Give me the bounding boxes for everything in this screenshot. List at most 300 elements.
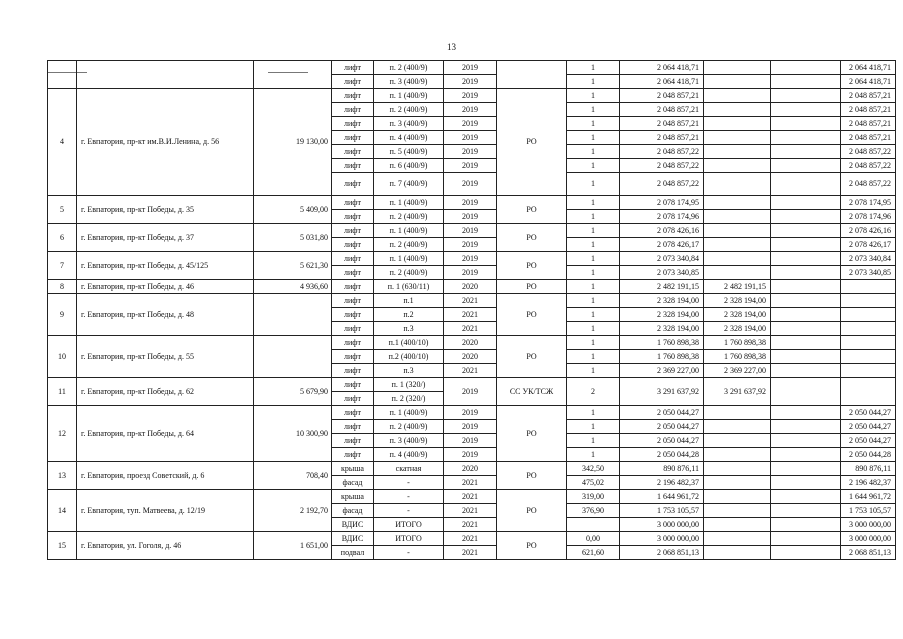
amount-2021-cell <box>771 350 841 364</box>
year-cell: 2021 <box>444 546 497 560</box>
address-cell: г. Евпатория, ул. Гоголя, д. 46 <box>77 532 254 560</box>
row-number-cell: 8 <box>48 280 77 294</box>
year-cell: 2019 <box>444 61 497 75</box>
amount-2020-cell <box>704 61 771 75</box>
amount-2019-cell <box>841 336 896 350</box>
year-cell: 2021 <box>444 308 497 322</box>
quantity-cell: 1 <box>567 210 620 224</box>
work-detail-cell: п. 5 (400/9) <box>374 145 444 159</box>
work-detail-cell: п. 1 (630/11) <box>374 280 444 294</box>
amount-2020-cell <box>704 462 771 476</box>
row-number-cell <box>48 61 77 89</box>
amount-2021-cell <box>771 490 841 504</box>
cost-cell: 2 073 340,84 <box>620 252 704 266</box>
row-number-cell: 10 <box>48 336 77 378</box>
work-type-cell: фасад <box>332 504 374 518</box>
work-type-cell: лифт <box>332 392 374 406</box>
cost-cell: 2 048 857,22 <box>620 145 704 159</box>
amount-2019-cell: 2 048 857,21 <box>841 89 896 103</box>
work-detail-cell: ИТОГО <box>374 532 444 546</box>
year-cell: 2019 <box>444 196 497 210</box>
amount-2020-cell <box>704 196 771 210</box>
amount-2020-cell <box>704 546 771 560</box>
amount-2021-cell <box>771 420 841 434</box>
amount-2021-cell <box>771 364 841 378</box>
cost-cell: 2 328 194,00 <box>620 294 704 308</box>
quantity-cell: 1 <box>567 159 620 173</box>
amount-2019-cell: 3 000 000,00 <box>841 532 896 546</box>
area-cell: 5 679,90 <box>254 378 332 406</box>
work-type-cell: лифт <box>332 238 374 252</box>
amount-2020-cell: 1 760 898,38 <box>704 336 771 350</box>
amount-2019-cell: 2 050 044,27 <box>841 434 896 448</box>
address-cell: г. Евпатория, пр-кт Победы, д. 37 <box>77 224 254 252</box>
amount-2020-cell <box>704 224 771 238</box>
amount-2019-cell: 2 073 340,84 <box>841 252 896 266</box>
quantity-cell: 342,50 <box>567 462 620 476</box>
quantity-cell <box>567 518 620 532</box>
amount-2020-cell: 2 369 227,00 <box>704 364 771 378</box>
row-number-cell: 4 <box>48 89 77 196</box>
year-cell: 2019 <box>444 448 497 462</box>
quantity-cell: 1 <box>567 420 620 434</box>
amount-2021-cell <box>771 173 841 196</box>
amount-2020-cell <box>704 131 771 145</box>
year-cell: 2021 <box>444 490 497 504</box>
work-detail-cell: п. 2 (400/9) <box>374 103 444 117</box>
work-detail-cell: п. 2 (400/9) <box>374 210 444 224</box>
year-cell: 2019 <box>444 103 497 117</box>
row-number-cell: 13 <box>48 462 77 490</box>
address-cell: г. Евпатория, пр-кт Победы, д. 46 <box>77 280 254 294</box>
year-cell: 2019 <box>444 145 497 159</box>
work-type-cell: лифт <box>332 378 374 392</box>
work-type-cell: лифт <box>332 406 374 420</box>
area-cell: 1 651,00 <box>254 532 332 560</box>
work-type-cell: лифт <box>332 350 374 364</box>
amount-2019-cell: 2 078 426,16 <box>841 224 896 238</box>
work-type-cell: лифт <box>332 308 374 322</box>
quantity-cell: 1 <box>567 131 620 145</box>
year-cell: 2019 <box>444 378 497 406</box>
work-type-cell: лифт <box>332 173 374 196</box>
work-type-cell: лифт <box>332 420 374 434</box>
amount-2021-cell <box>771 504 841 518</box>
amount-2019-cell: 2 048 857,21 <box>841 103 896 117</box>
amount-2021-cell <box>771 378 841 406</box>
area-cell: 2 192,70 <box>254 490 332 532</box>
amount-2020-cell <box>704 266 771 280</box>
quantity-cell: 0,00 <box>567 532 620 546</box>
year-cell: 2020 <box>444 462 497 476</box>
method-cell <box>497 61 567 89</box>
work-detail-cell: п. 2 (400/9) <box>374 420 444 434</box>
quantity-cell: 1 <box>567 336 620 350</box>
address-cell: г. Евпатория, пр-кт Победы, д. 64 <box>77 406 254 462</box>
table-row <box>48 462 896 476</box>
amount-2020-cell <box>704 420 771 434</box>
area-cell: 5 621,30 <box>254 252 332 280</box>
amount-2020-cell: 2 328 194,00 <box>704 322 771 336</box>
work-type-cell: крыша <box>332 490 374 504</box>
year-cell: 2021 <box>444 518 497 532</box>
amount-2020-cell <box>704 448 771 462</box>
amount-2020-cell <box>704 89 771 103</box>
area-cell <box>254 336 332 378</box>
amount-2020-cell <box>704 238 771 252</box>
work-type-cell: крыша <box>332 462 374 476</box>
amount-2020-cell: 2 328 194,00 <box>704 294 771 308</box>
amount-2020-cell <box>704 173 771 196</box>
work-detail-cell: п. 7 (400/9) <box>374 173 444 196</box>
work-detail-cell: п.3 <box>374 322 444 336</box>
quantity-cell: 1 <box>567 350 620 364</box>
work-type-cell: подвал <box>332 546 374 560</box>
quantity-cell: 376,90 <box>567 504 620 518</box>
row-number-cell: 11 <box>48 378 77 406</box>
amount-2020-cell <box>704 252 771 266</box>
quantity-cell: 1 <box>567 252 620 266</box>
year-cell: 2020 <box>444 336 497 350</box>
amount-2019-cell <box>841 280 896 294</box>
work-type-cell: лифт <box>332 448 374 462</box>
quantity-cell: 1 <box>567 173 620 196</box>
method-cell: РО <box>497 336 567 378</box>
quantity-cell: 1 <box>567 117 620 131</box>
cost-cell: 890 876,11 <box>620 462 704 476</box>
cost-cell: 2 050 044,27 <box>620 420 704 434</box>
amount-2021-cell <box>771 252 841 266</box>
amount-2019-cell <box>841 378 896 406</box>
amount-2020-cell <box>704 406 771 420</box>
amount-2020-cell <box>704 532 771 546</box>
amount-2021-cell <box>771 145 841 159</box>
table-row <box>48 252 896 266</box>
amount-2019-cell <box>841 294 896 308</box>
row-number-cell: 6 <box>48 224 77 252</box>
work-detail-cell: п. 1 (320/) <box>374 378 444 392</box>
cost-cell: 2 328 194,00 <box>620 322 704 336</box>
cost-cell: 1 760 898,38 <box>620 350 704 364</box>
year-cell: 2019 <box>444 434 497 448</box>
amount-2021-cell <box>771 308 841 322</box>
area-cell: 5 031,80 <box>254 224 332 252</box>
amount-2019-cell: 2 048 857,21 <box>841 131 896 145</box>
work-detail-cell: - <box>374 476 444 490</box>
work-type-cell: лифт <box>332 89 374 103</box>
cost-cell: 3 000 000,00 <box>620 518 704 532</box>
amount-2020-cell <box>704 117 771 131</box>
work-type-cell: лифт <box>332 131 374 145</box>
amount-2020-cell <box>704 210 771 224</box>
table-row <box>48 378 896 392</box>
amount-2021-cell <box>771 117 841 131</box>
cost-cell: 2 078 174,95 <box>620 196 704 210</box>
area-cell: 4 936,60 <box>254 280 332 294</box>
work-type-cell: лифт <box>332 434 374 448</box>
quantity-cell: 1 <box>567 280 620 294</box>
work-type-cell: лифт <box>332 117 374 131</box>
amount-2019-cell: 890 876,11 <box>841 462 896 476</box>
work-type-cell: лифт <box>332 145 374 159</box>
work-type-cell: лифт <box>332 364 374 378</box>
quantity-cell: 1 <box>567 322 620 336</box>
cost-cell: 2 050 044,27 <box>620 406 704 420</box>
amount-2021-cell <box>771 224 841 238</box>
address-cell: г. Евпатория, пр-кт Победы, д. 35 <box>77 196 254 224</box>
address-cell: г. Евпатория, пр-кт Победы, д. 48 <box>77 294 254 336</box>
cost-cell: 2 369 227,00 <box>620 364 704 378</box>
table-row <box>48 294 896 308</box>
work-type-cell: лифт <box>332 210 374 224</box>
work-detail-cell: п. 2 (320/) <box>374 392 444 406</box>
amount-2020-cell: 3 291 637,92 <box>704 378 771 406</box>
year-cell: 2021 <box>444 364 497 378</box>
amount-2021-cell <box>771 280 841 294</box>
amount-2019-cell: 2 078 174,95 <box>841 196 896 210</box>
work-type-cell: лифт <box>332 159 374 173</box>
amount-2019-cell: 3 000 000,00 <box>841 518 896 532</box>
quantity-cell: 1 <box>567 224 620 238</box>
cost-cell: 3 000 000,00 <box>620 532 704 546</box>
address-cell <box>77 61 254 89</box>
work-type-cell: лифт <box>332 61 374 75</box>
work-type-cell: лифт <box>332 196 374 210</box>
work-detail-cell: п. 4 (400/9) <box>374 131 444 145</box>
table-row <box>48 406 896 420</box>
row-number-cell: 5 <box>48 196 77 224</box>
work-type-cell: лифт <box>332 294 374 308</box>
work-detail-cell: п. 3 (400/9) <box>374 434 444 448</box>
quantity-cell: 1 <box>567 308 620 322</box>
work-type-cell: лифт <box>332 75 374 89</box>
amount-2020-cell <box>704 75 771 89</box>
work-detail-cell: п.1 <box>374 294 444 308</box>
amount-2021-cell <box>771 61 841 75</box>
quantity-cell: 1 <box>567 294 620 308</box>
amount-2020-cell <box>704 434 771 448</box>
area-cell <box>254 294 332 336</box>
year-cell: 2019 <box>444 159 497 173</box>
quantity-cell: 1 <box>567 61 620 75</box>
row-number-cell: 12 <box>48 406 77 462</box>
work-type-cell: фасад <box>332 476 374 490</box>
amount-2019-cell: 2 068 851,13 <box>841 546 896 560</box>
work-type-cell: лифт <box>332 336 374 350</box>
work-detail-cell: п. 2 (400/9) <box>374 61 444 75</box>
amount-2021-cell <box>771 159 841 173</box>
method-cell: РО <box>497 490 567 532</box>
work-detail-cell: п. 1 (400/9) <box>374 196 444 210</box>
amount-2019-cell <box>841 350 896 364</box>
amount-2020-cell <box>704 518 771 532</box>
amount-2019-cell: 2 064 418,71 <box>841 61 896 75</box>
area-cell <box>254 61 332 89</box>
work-type-cell: лифт <box>332 103 374 117</box>
work-detail-cell: п. 1 (400/9) <box>374 252 444 266</box>
work-detail-cell: п. 1 (400/9) <box>374 89 444 103</box>
address-cell: г. Евпатория, проезд Советский, д. 6 <box>77 462 254 490</box>
amount-2021-cell <box>771 518 841 532</box>
address-cell: г. Евпатория, пр-кт им.В.И.Ленина, д. 56 <box>77 89 254 196</box>
amount-2020-cell <box>704 103 771 117</box>
quantity-cell: 1 <box>567 89 620 103</box>
amount-2020-cell: 2 482 191,15 <box>704 280 771 294</box>
method-cell: РО <box>497 196 567 224</box>
amount-2020-cell <box>704 504 771 518</box>
cost-cell: 2 048 857,21 <box>620 103 704 117</box>
amount-2021-cell <box>771 448 841 462</box>
work-detail-cell: п. 2 (400/9) <box>374 238 444 252</box>
table-row <box>48 280 896 294</box>
amount-2019-cell: 2 078 426,17 <box>841 238 896 252</box>
page-number: 13 <box>447 42 456 52</box>
quantity-cell: 1 <box>567 75 620 89</box>
method-cell: СС УК/ТСЖ <box>497 378 567 406</box>
year-cell: 2019 <box>444 117 497 131</box>
amount-2021-cell <box>771 546 841 560</box>
quantity-cell: 1 <box>567 238 620 252</box>
method-cell: РО <box>497 462 567 490</box>
amount-2021-cell <box>771 322 841 336</box>
amount-2019-cell <box>841 308 896 322</box>
year-cell: 2019 <box>444 406 497 420</box>
amount-2019-cell: 2 078 174,96 <box>841 210 896 224</box>
year-cell: 2019 <box>444 252 497 266</box>
area-cell: 19 130,00 <box>254 89 332 196</box>
amount-2021-cell <box>771 266 841 280</box>
cost-cell: 2 328 194,00 <box>620 308 704 322</box>
amount-2020-cell <box>704 145 771 159</box>
method-cell: РО <box>497 406 567 462</box>
amount-2021-cell <box>771 476 841 490</box>
area-cell: 708,40 <box>254 462 332 490</box>
year-cell: 2021 <box>444 322 497 336</box>
address-cell: г. Евпатория, пр-кт Победы, д. 62 <box>77 378 254 406</box>
amount-2019-cell: 1 753 105,57 <box>841 504 896 518</box>
work-type-cell: лифт <box>332 280 374 294</box>
year-cell: 2020 <box>444 280 497 294</box>
work-type-cell: лифт <box>332 322 374 336</box>
amount-2019-cell: 2 064 418,71 <box>841 75 896 89</box>
cost-cell: 1 644 961,72 <box>620 490 704 504</box>
work-detail-cell: п. 1 (400/9) <box>374 406 444 420</box>
row-number-cell: 9 <box>48 294 77 336</box>
area-cell: 5 409,00 <box>254 196 332 224</box>
amount-2019-cell <box>841 322 896 336</box>
cost-cell: 2 048 857,21 <box>620 117 704 131</box>
table-body <box>48 61 896 560</box>
cost-cell: 2 050 044,28 <box>620 448 704 462</box>
amount-2019-cell: 2 050 044,27 <box>841 420 896 434</box>
work-detail-cell: п. 2 (400/9) <box>374 266 444 280</box>
year-cell: 2019 <box>444 75 497 89</box>
year-cell: 2021 <box>444 504 497 518</box>
address-cell: г. Евпатория, пр-кт Победы, д. 45/125 <box>77 252 254 280</box>
work-detail-cell: п. 6 (400/9) <box>374 159 444 173</box>
cost-cell: 2 482 191,15 <box>620 280 704 294</box>
method-cell: РО <box>497 532 567 560</box>
work-detail-cell: п. 1 (400/9) <box>374 224 444 238</box>
cost-cell: 1 753 105,57 <box>620 504 704 518</box>
quantity-cell: 1 <box>567 364 620 378</box>
amount-2020-cell <box>704 159 771 173</box>
amount-2019-cell: 2 048 857,22 <box>841 145 896 159</box>
quantity-cell: 319,00 <box>567 490 620 504</box>
address-cell: г. Евпатория, пр-кт Победы, д. 55 <box>77 336 254 378</box>
year-cell: 2019 <box>444 224 497 238</box>
method-cell: РО <box>497 294 567 336</box>
year-cell: 2019 <box>444 210 497 224</box>
amount-2021-cell <box>771 294 841 308</box>
work-type-cell: лифт <box>332 266 374 280</box>
amount-2021-cell <box>771 434 841 448</box>
year-cell: 2019 <box>444 420 497 434</box>
table-row <box>48 196 896 210</box>
amount-2021-cell <box>771 75 841 89</box>
year-cell: 2020 <box>444 350 497 364</box>
area-cell: 10 300,90 <box>254 406 332 462</box>
quantity-cell: 1 <box>567 103 620 117</box>
amount-2020-cell <box>704 476 771 490</box>
row-number-cell: 7 <box>48 252 77 280</box>
quantity-cell: 1 <box>567 434 620 448</box>
amount-2019-cell: 2 048 857,21 <box>841 117 896 131</box>
amount-2021-cell <box>771 89 841 103</box>
quantity-cell: 1 <box>567 196 620 210</box>
quantity-cell: 1 <box>567 406 620 420</box>
cost-cell: 2 064 418,71 <box>620 61 704 75</box>
table-row <box>48 532 896 546</box>
year-cell: 2019 <box>444 131 497 145</box>
amount-2019-cell: 2 050 044,27 <box>841 406 896 420</box>
amount-2019-cell: 2 050 044,28 <box>841 448 896 462</box>
work-detail-cell: п.1 (400/10) <box>374 336 444 350</box>
amount-2019-cell: 2 048 857,22 <box>841 173 896 196</box>
cost-cell: 3 291 637,92 <box>620 378 704 406</box>
amount-2020-cell: 1 760 898,38 <box>704 350 771 364</box>
year-cell: 2019 <box>444 173 497 196</box>
cost-cell: 2 048 857,21 <box>620 131 704 145</box>
work-type-cell: ВДИС <box>332 532 374 546</box>
work-detail-cell: п.2 <box>374 308 444 322</box>
quantity-cell: 621,60 <box>567 546 620 560</box>
work-type-cell: лифт <box>332 224 374 238</box>
quantity-cell: 1 <box>567 266 620 280</box>
quantity-cell: 1 <box>567 145 620 159</box>
work-detail-cell: - <box>374 504 444 518</box>
quantity-cell: 1 <box>567 448 620 462</box>
amount-2020-cell: 2 328 194,00 <box>704 308 771 322</box>
row-number-cell: 14 <box>48 490 77 532</box>
amount-2019-cell <box>841 364 896 378</box>
amount-2021-cell <box>771 210 841 224</box>
amount-2021-cell <box>771 196 841 210</box>
cost-cell: 2 078 426,16 <box>620 224 704 238</box>
quantity-cell: 2 <box>567 378 620 406</box>
amount-2021-cell <box>771 336 841 350</box>
work-type-cell: ВДИС <box>332 518 374 532</box>
method-cell: РО <box>497 224 567 252</box>
cost-cell: 1 760 898,38 <box>620 336 704 350</box>
amount-2019-cell: 2 048 857,22 <box>841 159 896 173</box>
amount-2020-cell <box>704 490 771 504</box>
cost-cell: 2 073 340,85 <box>620 266 704 280</box>
cost-cell: 2 196 482,37 <box>620 476 704 490</box>
table-row <box>48 224 896 238</box>
year-cell: 2019 <box>444 266 497 280</box>
work-detail-cell: п.2 (400/10) <box>374 350 444 364</box>
